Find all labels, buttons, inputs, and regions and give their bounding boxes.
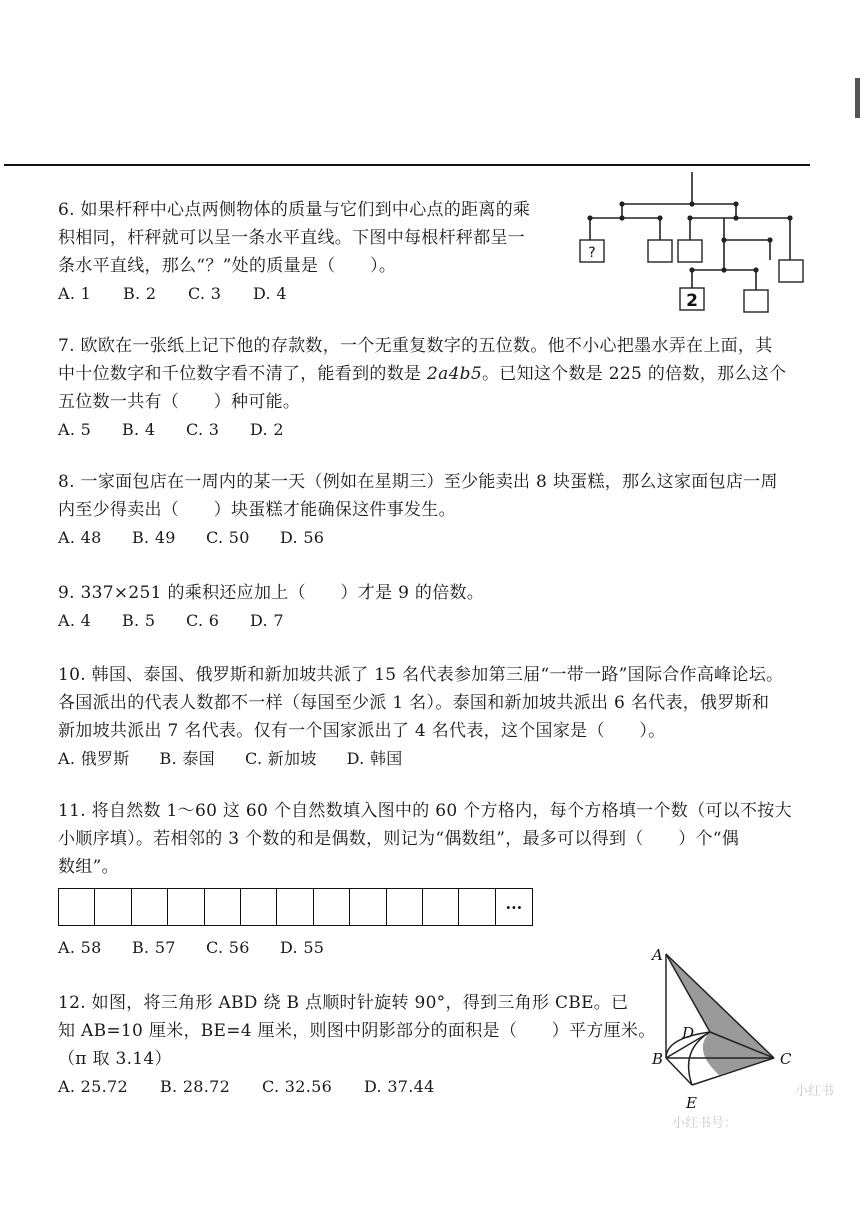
point-a-label: A	[652, 946, 663, 964]
q7-option-a: A. 5	[58, 420, 92, 439]
question-11	[58, 797, 792, 881]
q10-option-d: D. 韩国	[346, 749, 403, 768]
question-6	[58, 196, 530, 308]
shaded-region	[666, 954, 774, 1075]
q11-number-grid	[58, 888, 533, 926]
q6-balance-figure	[570, 168, 810, 318]
q6-line-3: 条水平直线，那么“？”处的质量是（ ）。	[58, 256, 397, 276]
question-9	[58, 579, 484, 635]
grid-cell	[59, 889, 95, 925]
q7-line-2-a: 中十位数字和千位数字看不清了，能看到的数是	[58, 364, 428, 384]
q11-option-d: D. 55	[280, 938, 325, 957]
grid-cell	[314, 889, 350, 925]
q10-options	[58, 745, 783, 773]
q10-line-3: 新加坡共派出 7 名代表。仅有一个国家派出了 4 名代表，这个国家是（ ）。	[58, 721, 666, 741]
q8-option-a: A. 48	[58, 528, 102, 547]
q12-line-3: （π 取 3.14）	[58, 1049, 172, 1069]
q6-unknown-label: ?	[588, 245, 596, 261]
grid-cell	[241, 889, 277, 925]
q6-option-c: C. 3	[188, 284, 222, 303]
question-8	[58, 468, 778, 552]
q6-line-2: 积相同，杆秤就可以呈一条水平直线。下图中每根杆秤都呈一	[58, 228, 526, 248]
q6-option-d: D. 4	[253, 284, 287, 303]
q10-line-1: 10. 韩国、泰国、俄罗斯和新加坡共派了 15 名代表参加第三届“一带一路”国际合作高峰论坛。	[58, 665, 784, 685]
q7-line-1: 7. 欧欧在一张纸上记下他的存款数，一个无重复数字的五位数。他不小心把墨水弄在上面，其	[58, 336, 773, 356]
question-12	[58, 989, 656, 1101]
q6-weight-box	[648, 240, 672, 262]
q12-option-d: D. 37.44	[364, 1077, 435, 1096]
q6-weight-box	[678, 240, 702, 262]
q12-option-a: A. 25.72	[58, 1077, 128, 1096]
q7-line-2-b: 。已知这个数是 225 的倍数，那么这个	[481, 364, 787, 384]
q6-weight-box	[744, 290, 768, 312]
grid-cell	[350, 889, 386, 925]
q8-option-c: C. 50	[206, 528, 250, 547]
q6-weight-box	[779, 260, 803, 282]
q9-option-c: C. 6	[186, 611, 220, 630]
q6-known-label: 2	[686, 291, 698, 311]
q12-options	[58, 1073, 656, 1101]
grid-cell	[459, 889, 495, 925]
grid-cell	[205, 889, 241, 925]
grid-cell	[168, 889, 204, 925]
q7-masked-number: 2a4b5	[427, 364, 482, 384]
q9-option-b: B. 5	[122, 611, 156, 630]
q10-line-2: 各国派出的代表人数都不一样（每国至少派 1 名）。泰国和新加坡共派出 6 名代表，俄罗斯和	[58, 693, 770, 713]
question-10	[58, 661, 783, 773]
q6-options	[58, 280, 530, 308]
q7-line-3: 五位数一共有（ ）种可能。	[58, 392, 301, 412]
q7-option-b: B. 4	[122, 420, 156, 439]
q11-line-3: 数组”。	[58, 857, 119, 877]
q7-option-d: D. 2	[250, 420, 284, 439]
q10-option-c: C. 新加坡	[244, 749, 317, 768]
point-d-label: D	[682, 1024, 695, 1042]
q12-triangle-figure	[640, 940, 810, 1120]
q6-line-1: 6. 如果杆秤中心点两侧物体的质量与它们到中心点的距离的乘	[58, 200, 531, 220]
watermark-text: 小红书号：	[672, 1116, 738, 1131]
q6-option-a: A. 1	[58, 284, 92, 303]
q6-option-b: B. 2	[123, 284, 157, 303]
q11-line-1: 11. 将自然数 1～60 这 60 个自然数填入图中的 60 个方格内，每个方格填一个数（可以不按大	[58, 801, 792, 821]
q7-option-c: C. 3	[186, 420, 220, 439]
q11-options-wrap	[58, 934, 354, 962]
q10-option-a: A. 俄罗斯	[58, 749, 130, 768]
q8-line-1: 8. 一家面包店在一周内的某一天（例如在星期三）至少能卖出 8 块蛋糕，那么这家面包店一周	[58, 472, 778, 492]
q11-option-c: C. 56	[206, 938, 250, 957]
scan-edge-mark	[855, 78, 860, 118]
q9-option-d: D. 7	[250, 611, 284, 630]
watermark-logo: 小红书	[795, 1084, 835, 1099]
q9-option-a: A. 4	[58, 611, 92, 630]
grid-cell-ellipsis: ···	[505, 897, 523, 917]
q7-line-2	[58, 360, 786, 388]
q12-line-1: 12. 如图，将三角形 ABD 绕 B 点顺时针旋转 90°，得到三角形 CBE。已	[58, 993, 629, 1013]
header-rule	[4, 164, 810, 166]
q11-option-b: B. 57	[132, 938, 176, 957]
q8-options	[58, 524, 778, 552]
q8-option-b: B. 49	[132, 528, 176, 547]
grid-cell	[423, 889, 459, 925]
grid-cell	[277, 889, 313, 925]
grid-cell	[132, 889, 168, 925]
q9-options	[58, 607, 484, 635]
q11-option-a: A. 58	[58, 938, 102, 957]
question-7	[58, 332, 786, 444]
q8-option-d: D. 56	[280, 528, 325, 547]
q12-line-2: 知 AB=10 厘米，BE=4 厘米，则图中阴影部分的面积是（ ）平方厘米。	[58, 1021, 656, 1041]
grid-cell	[387, 889, 423, 925]
q10-option-b: B. 泰国	[159, 749, 215, 768]
q12-option-c: C. 32.56	[262, 1077, 333, 1096]
grid-cell	[95, 889, 131, 925]
point-b-label: B	[652, 1050, 664, 1068]
point-e-label: E	[686, 1094, 697, 1112]
q11-options	[58, 934, 354, 962]
q9-line-1: 9. 337×251 的乘积还应加上（ ）才是 9 的倍数。	[58, 583, 485, 603]
point-c-label: C	[780, 1050, 792, 1068]
q8-line-2: 内至少得卖出（ ）块蛋糕才能确保这件事发生。	[58, 500, 456, 520]
q12-option-b: B. 28.72	[160, 1077, 231, 1096]
q7-options	[58, 416, 786, 444]
q11-line-2: 小顺序填）。若相邻的 3 个数的和是偶数，则记为“偶数组”，最多可以得到（ ）个“偶	[58, 829, 740, 849]
